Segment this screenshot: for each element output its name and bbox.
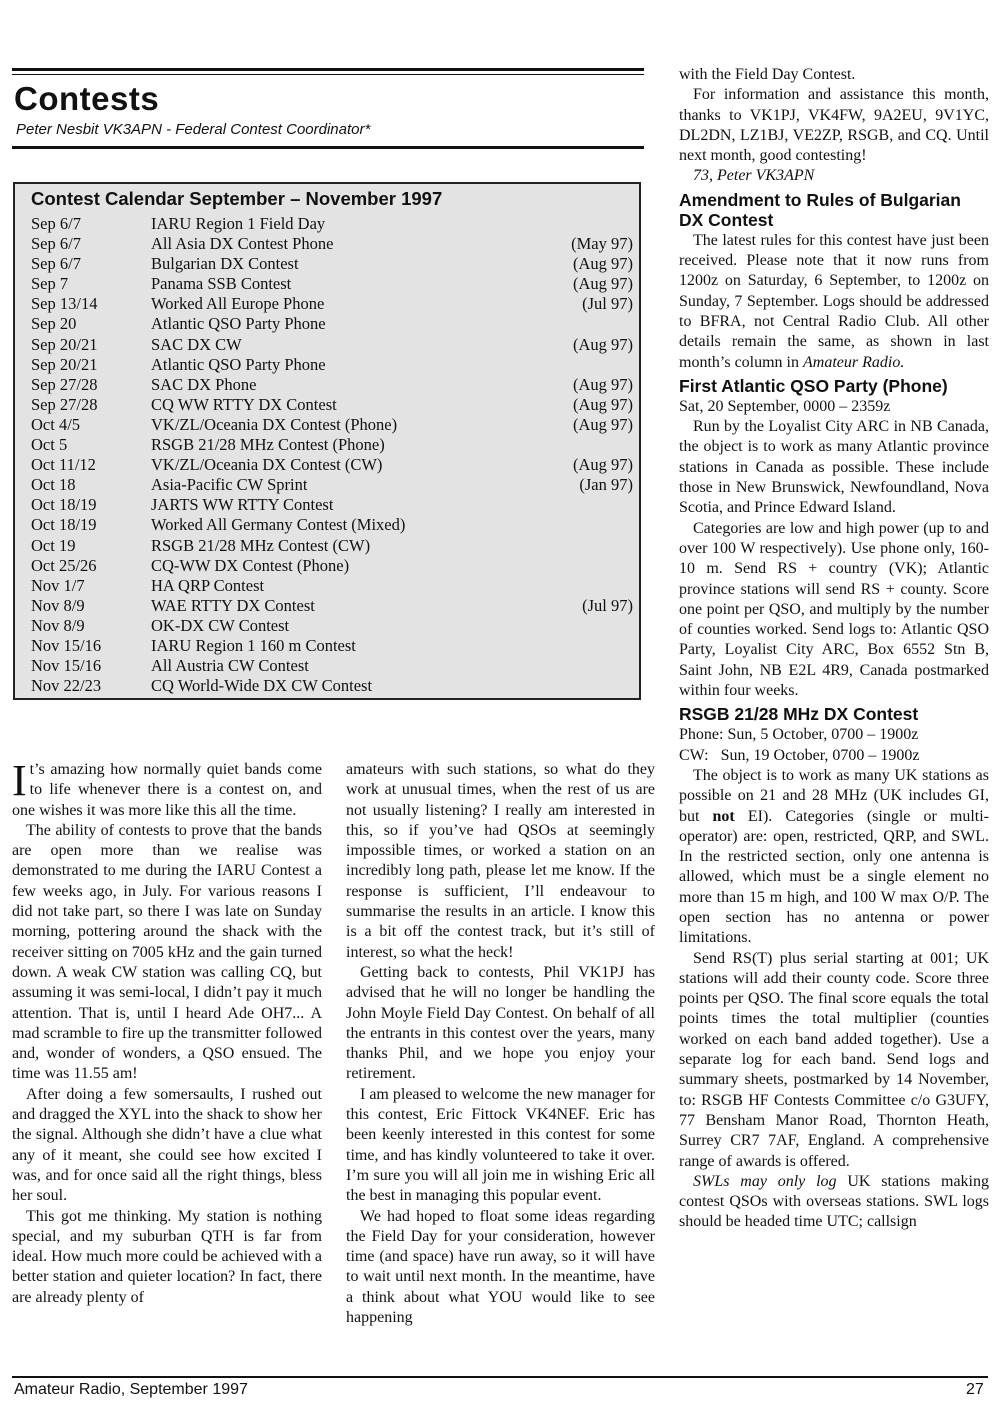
- calendar-row: [29, 616, 633, 636]
- paragraph: This got me thinking. My station is nothing special, and my suburban QTH is far from ideal. How much more could be achieved with a better station and quieter location? In fact, there are already plenty of: [12, 1207, 322, 1306]
- calendar-contest-name: OK-DX CW Contest: [151, 615, 290, 635]
- schedule-line: CW: Sun, 19 October, 0700 – 1900z: [679, 746, 920, 764]
- paragraph-text: UK stations making contest QSOs with overseas stations. SWL logs should be headed time UTC; callsign: [679, 1172, 989, 1231]
- paragraph: with the Field Day Contest.: [679, 66, 856, 83]
- paragraph: Send RS(T) plus serial starting at 001; UK stations will add their county code. Score three points per QSO. The final score equals the total points times the total multiplier (counties worked on each band added together). Use a separate log for each band. Send logs and summary sheets, postmarked by 14 November, to: RSGB HF Contests Committee c/o G3UFY, 77 Bensham Manor Road, Thornton Heath, Surrey CR7 7AF, England. A comprehensive range of awards is offered.: [679, 949, 989, 1170]
- article-column-3: [679, 65, 989, 1233]
- section-heading: RSGB 21/28 MHz DX Contest: [679, 704, 919, 725]
- calendar-contest-name: Asia-Pacific CW Sprint: [151, 475, 308, 495]
- paragraph: Run by the Loyalist City ARC in NB Canada, the object is to work as many Atlantic province stations in Canada as possible. These include those in New Brunswick, Newfoundland, Nova Scotia, and Prince Edward Island.: [679, 418, 989, 517]
- calendar-contest-name: CQ World-Wide DX CW Contest: [151, 676, 373, 696]
- calendar-date: Sep 20: [31, 314, 77, 334]
- paragraph-text: t’s amazing how normally quiet bands come to life whenever there is a contest on, and one wishes it was more like this all the time.: [12, 761, 322, 819]
- calendar-date: Nov 8/9: [31, 595, 85, 615]
- calendar-contest-name: IARU Region 1 Field Day: [151, 214, 326, 233]
- calendar-issue-ref: (Aug 97): [572, 254, 633, 274]
- paragraph: The ability of contests to prove that the bands are open more than we realise was demonstrated to me during the IARU Contest a few weeks ago, in July. For various reasons I did not take part, so there I was late on Sunday morning, pottering around the shack with the receiver sitting on 7005 kHz and the gain turned down. A weak CW station was calling CQ, but assuming it was semi-local, I didn’t pay it much attention. That is, until I heard Ade OH7... A mad scramble to fire up the transmitter followed and, wonder of wonders, a QSO ensued. The time was 11.55 am!: [12, 821, 322, 1083]
- calendar-row: [29, 556, 633, 576]
- calendar-date: Oct 18/19: [31, 495, 97, 515]
- calendar-date: Nov 15/16: [31, 635, 102, 655]
- calendar-contest-name: HA QRP Contest: [151, 575, 265, 595]
- calendar-date: Oct 25/26: [31, 555, 97, 575]
- footer-rule: [12, 1376, 988, 1378]
- header-rule-thick: [12, 68, 644, 71]
- calendar-row: [29, 576, 633, 596]
- publication-name: Amateur Radio.: [803, 353, 905, 371]
- calendar-issue-ref: (Jul 97): [582, 294, 633, 314]
- paragraph: [679, 766, 989, 949]
- calendar-issue-ref: (Jul 97): [582, 595, 633, 615]
- emphasis: not: [712, 807, 735, 825]
- calendar-row: [29, 234, 633, 254]
- calendar-row: [29, 515, 633, 535]
- calendar-contest-name: Atlantic QSO Party Phone: [151, 354, 326, 374]
- calendar-table: [29, 214, 633, 696]
- calendar-contest-name: RSGB 21/28 MHz Contest (CW): [151, 535, 371, 555]
- paragraph: [679, 231, 989, 373]
- calendar-contest-name: Worked All Germany Contest (Mixed): [151, 515, 406, 535]
- calendar-date: Nov 1/7: [31, 575, 85, 595]
- calendar-row: [29, 475, 633, 495]
- calendar-date: Nov 22/23: [31, 676, 102, 696]
- schedule-line: Phone: Sun, 5 October, 0700 – 1900z: [679, 726, 919, 744]
- calendar-date: Sep 20/21: [31, 334, 98, 354]
- calendar-issue-ref: (Aug 97): [572, 414, 633, 434]
- paragraph: [12, 756, 322, 821]
- calendar-date: Sep 6/7: [31, 214, 81, 233]
- calendar-date: Sep 6/7: [31, 254, 81, 274]
- paragraph: I am pleased to welcome the new manager for this contest, Eric Fittock VK4NEF. Eric has been keenly interested in this contest for some time, and has kindly volunteered to take it over. I’m sure you will all join me in wishing Eric all the best in managing this popular event.: [346, 1085, 655, 1205]
- paragraph-text: The latest rules for this contest have just been received. Please note that it now runs from 1200z on Saturday, 6 September, to 1200z on Sunday, 7 September. Logs should be addressed to BFRA, not Central Radio Club. All other details remain the same, as shown in last month’s column in: [679, 231, 989, 371]
- calendar-date: Nov 15/16: [31, 656, 102, 676]
- calendar-contest-name: SAC DX CW: [151, 334, 242, 354]
- calendar-contest-name: RSGB 21/28 MHz Contest (Phone): [151, 435, 385, 455]
- footer-publication: Amateur Radio, September 1997: [14, 1381, 248, 1398]
- calendar-issue-ref: (Aug 97): [572, 334, 633, 354]
- calendar-contest-name: CQ-WW DX Contest (Phone): [151, 555, 350, 575]
- header-rule-thin: [12, 74, 644, 75]
- calendar-contest-name: SAC DX Phone: [151, 374, 257, 394]
- calendar-contest-name: All Austria CW Contest: [151, 656, 309, 676]
- paragraph: [679, 1172, 989, 1233]
- calendar-row: [29, 214, 633, 234]
- calendar-date: Sep 20/21: [31, 354, 98, 374]
- section-heading: Amendment to Rules of Bulgarian DX Contest: [679, 189, 961, 230]
- calendar-row: [29, 435, 633, 455]
- emphasis: SWLs may only log: [693, 1172, 837, 1190]
- calendar-date: Sep 7: [31, 274, 69, 294]
- byline: Peter Nesbit VK3APN - Federal Contest Coordinator*: [16, 121, 371, 138]
- paragraph: After doing a few somersaults, I rushed out and dragged the XYL into the shack to show her the signal. Although she didn’t have a clue what any of it meant, she could see how excited I was, and for once said all the right things, bless her soul.: [12, 1085, 322, 1205]
- paragraph: amateurs with such stations, so what do they work at unusual times, when the rest of us are not usually listening? I really am interested in this, so if you’ve had QSOs at seemingly impossible times, or worked a station on an incredibly long path, please let me know. If the response is sufficient, I’ll endeavour to summarise the results in an article. I know this is a bit off the contest track, but it’s still of interest, so what the heck!: [346, 761, 655, 961]
- drop-cap: I: [12, 756, 27, 805]
- calendar-row: [29, 536, 633, 556]
- calendar-contest-name: Bulgarian DX Contest: [151, 254, 299, 274]
- article-column-2: [346, 760, 655, 1328]
- calendar-date: Nov 8/9: [31, 615, 85, 635]
- header-rule-bottom: [12, 146, 644, 149]
- calendar-issue-ref: (May 97): [571, 234, 633, 254]
- calendar-row: [29, 254, 633, 274]
- calendar-row: [29, 495, 633, 515]
- calendar-row: [29, 656, 633, 676]
- calendar-row: [29, 455, 633, 475]
- calendar-contest-name: VK/ZL/Oceania DX Contest (Phone): [151, 414, 398, 434]
- calendar-row: [29, 395, 633, 415]
- calendar-row: [29, 274, 633, 294]
- calendar-date: Oct 5: [31, 435, 68, 455]
- paragraph: For information and assistance this month, thanks to VK1PJ, VK4FW, 9A2EU, 9V1YC, DL2DN, LZ1BJ, VE2ZP, RSGB, and CQ. Until next month, good contesting!: [679, 86, 989, 165]
- contest-calendar-box: [13, 182, 641, 700]
- calendar-row: [29, 415, 633, 435]
- calendar-title: Contest Calendar September – November 1997: [31, 188, 443, 209]
- calendar-contest-name: Worked All Europe Phone: [151, 294, 325, 314]
- paragraph: We had hoped to float some ideas regarding the Field Day for your consideration, however time (and space) have run away, so it will have to wait until next month. In the meantime, have a think about what YOU would like to see happening: [346, 1207, 655, 1327]
- calendar-date: Oct 18: [31, 475, 76, 495]
- calendar-date: Sep 6/7: [31, 234, 81, 254]
- calendar-date: Oct 4/5: [31, 414, 81, 434]
- calendar-contest-name: All Asia DX Contest Phone: [151, 234, 334, 254]
- article-column-1: [12, 756, 322, 1308]
- calendar-contest-name: Atlantic QSO Party Phone: [151, 314, 326, 334]
- section-heading: First Atlantic QSO Party (Phone): [679, 375, 948, 396]
- signature: 73, Peter VK3APN: [693, 167, 815, 185]
- calendar-date: Sep 27/28: [31, 374, 98, 394]
- calendar-issue-ref: (Aug 97): [572, 274, 633, 294]
- calendar-issue-ref: (Aug 97): [572, 455, 633, 475]
- calendar-row: [29, 636, 633, 656]
- calendar-row: [29, 355, 633, 375]
- calendar-issue-ref: (Aug 97): [572, 374, 633, 394]
- calendar-date: Oct 18/19: [31, 515, 97, 535]
- calendar-row: [29, 596, 633, 616]
- calendar-row: [29, 335, 633, 355]
- calendar-contest-name: IARU Region 1 160 m Contest: [151, 635, 356, 655]
- calendar-row: [29, 676, 633, 696]
- paragraph: Getting back to contests, Phil VK1PJ has advised that he will no longer be handling the John Moyle Field Day Contest. On behalf of all the entrants in this contest over the years, many thanks Phil, and we hope you enjoy your retirement.: [346, 963, 655, 1083]
- calendar-issue-ref: (Jan 97): [579, 475, 633, 495]
- calendar-contest-name: JARTS WW RTTY Contest: [151, 495, 334, 515]
- calendar-issue-ref: (Aug 97): [572, 394, 633, 414]
- calendar-date: Sep 27/28: [31, 394, 98, 414]
- paragraph: Categories are low and high power (up to and over 100 W respectively). Use phone only, 160-10 m. Send RS + country (VK); Atlantic province stations will send RS + county. Score one point per QSO, and multiply by the number of counties worked. Send logs to: Atlantic QSO Party, Loyalist City ARC, Box 6552 Stn B, Saint John, NB E2L 4R9, Canada postmarked within four weeks.: [679, 519, 989, 700]
- page-number: 27: [966, 1381, 984, 1398]
- calendar-date: Oct 11/12: [31, 455, 96, 475]
- calendar-date: Oct 19: [31, 535, 76, 555]
- calendar-row: [29, 314, 633, 334]
- calendar-row: [29, 294, 633, 314]
- paragraph-text: EI). Categories (single or multi-operator) are: open, restricted, QRP, and SWL. In the restricted section, only one antenna is allowed, which must be a single element no more than 15 m high, and 100 W max O/P. The open section has no antenna or power limitations.: [679, 807, 989, 947]
- calendar-date: Sep 13/14: [31, 294, 98, 314]
- paragraph-text: The object is to work as many UK stations as possible on 21 and 28 MHz (UK includes GI, but: [679, 766, 989, 825]
- calendar-contest-name: WAE RTTY DX Contest: [151, 595, 315, 615]
- calendar-row: [29, 375, 633, 395]
- calendar-contest-name: VK/ZL/Oceania DX Contest (CW): [151, 455, 383, 475]
- calendar-contest-name: Panama SSB Contest: [151, 274, 292, 294]
- calendar-contest-name: CQ WW RTTY DX Contest: [151, 394, 337, 414]
- schedule-line: Sat, 20 September, 0000 – 2359z: [679, 397, 891, 415]
- page-title: Contests: [14, 80, 160, 117]
